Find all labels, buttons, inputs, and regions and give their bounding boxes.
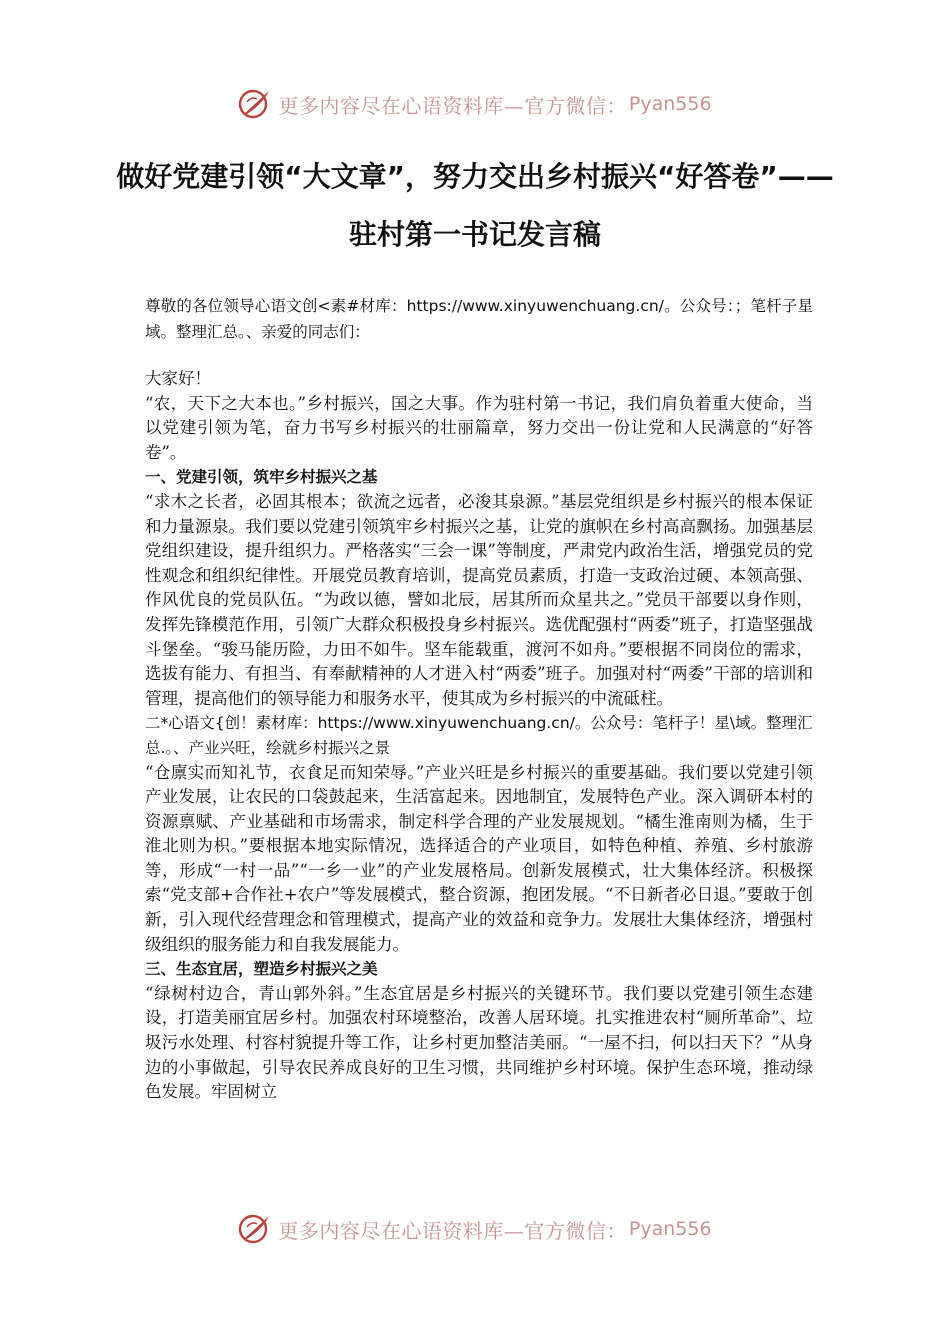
page-title: 做好党建引领“大文章”，努力交出乡村振兴“好答卷”——驻村第一书记发言稿: [116, 160, 834, 251]
intro-paragraph: “农，天下之大本也。”乡村振兴，国之大事。作为驻村第一书记，我们肩负着重大使命，当以党建引领为笔，奋力书写乡村振兴的壮丽篇章，努力交出一份让党和人民满意的“好答卷”。: [145, 393, 813, 462]
document-body: [145, 293, 813, 1105]
header-banner: [0, 84, 950, 124]
section-1-body: “求木之长者，必固其根本；欲流之远者，必浚其泉源。”基层党组织是乡村振兴的根本保证和力量源泉。我们要以党建引领筑牢乡村振兴之基，让党的旗帜在乡村高高飘扬。加强基层党组织建设，提升组织力。严格落实“三会一课”等制度，严肃党内政治生活，增强党员的党性观念和组织纪律性。开展党员教育培训，提高党员素质，打造一支政治过硬、本领高强、作风优良的党员队伍。“为政以德，譬如北辰，居其所而众星共之。”党员干部要以身作则，发挥先锋模范作用，引领广大群众积极投身乡村振兴。选优配强村“两委”班子，打造坚强战斗堡垒。“骏马能历险，力田不如牛。坚车能载重，渡河不如舟。”要根据不同岗位的需求，选拔有能力、有担当、有奉献精神的人才进入村“两委”班子。加强对村“两委”干部的培训和管理，提高他们的领导能力和服务水平，使其成为乡村振兴的中流砥柱。: [145, 491, 813, 708]
section-3-heading: 三、生态宜居，塑造乡村振兴之美: [145, 960, 378, 979]
banner-text: 更多内容尽在心语资料库—官方微信：: [278, 93, 627, 118]
banner-wechat-id: Pyan556: [628, 1218, 712, 1240]
salutation: 尊敬的各位领导心语文创<素#材库：https://www.xinyuwenchuang.cn/。公众号：；笔杆子星域。整理汇总。、亲爱的同志们：: [145, 297, 813, 341]
section-2-body: “仓廪实而知礼节，衣食足而知荣辱。”产业兴旺是乡村振兴的重要基础。我们要以党建引领产业发展，让农民的口袋鼓起来，生活富起来。因地制宜，发展特色产业。深入调研本村的资源禀赋、产业基础和市场需求，制定科学合理的产业发展规划。“橘生淮南则为橘，生于淮北则为枳。”要根据本地实际情况，选择适合的产业项目，如特色种植、养殖、乡村旅游等，形成“一村一品”“一乡一业”的产业发展格局。创新发展模式，壮大集体经济。积极探索“党支部+合作社+农户”等发展模式，整合资源，抱团发展。“不日新者必日退。”要敢于创新，引入现代经营理念和管理模式，提高产业的效益和竞争力。发展壮大集体经济，增强村级组织的服务能力和自我发展能力。: [145, 762, 813, 954]
section-1-heading: 一、党建引领，筑牢乡村振兴之基: [145, 468, 378, 487]
section-2-heading: 二*心语文{创！素材库：https://www.xinyuwenchuang.cn/。公众号：笔杆子！星\域。整理汇总.。、产业兴旺，绘就乡村振兴之景: [145, 714, 813, 757]
banner-wechat-id: Pyan556: [628, 93, 712, 115]
quill-logo-icon: [238, 87, 272, 121]
section-3-body: “绿树村边合，青山郭外斜。”生态宜居是乡村振兴的关键环节。我们要以党建引领生态建设，打造美丽宜居乡村。加强农村环境整治，改善人居环境。扎实推进农村“厕所革命”、垃圾污水处理、村容村貌提升等工作，让乡村更加整洁美丽。“一屋不扫，何以扫天下？”从身边的小事做起，引导农民养成良好的卫生习惯，共同维护乡村环境。保护生态环境，推动绿色发展。牢固树立: [145, 983, 813, 1102]
greeting: 大家好！: [145, 369, 211, 388]
banner-text: 更多内容尽在心语资料库—官方微信：: [278, 1218, 627, 1243]
footer-banner: [0, 1209, 950, 1249]
quill-logo-icon: [238, 1212, 272, 1246]
